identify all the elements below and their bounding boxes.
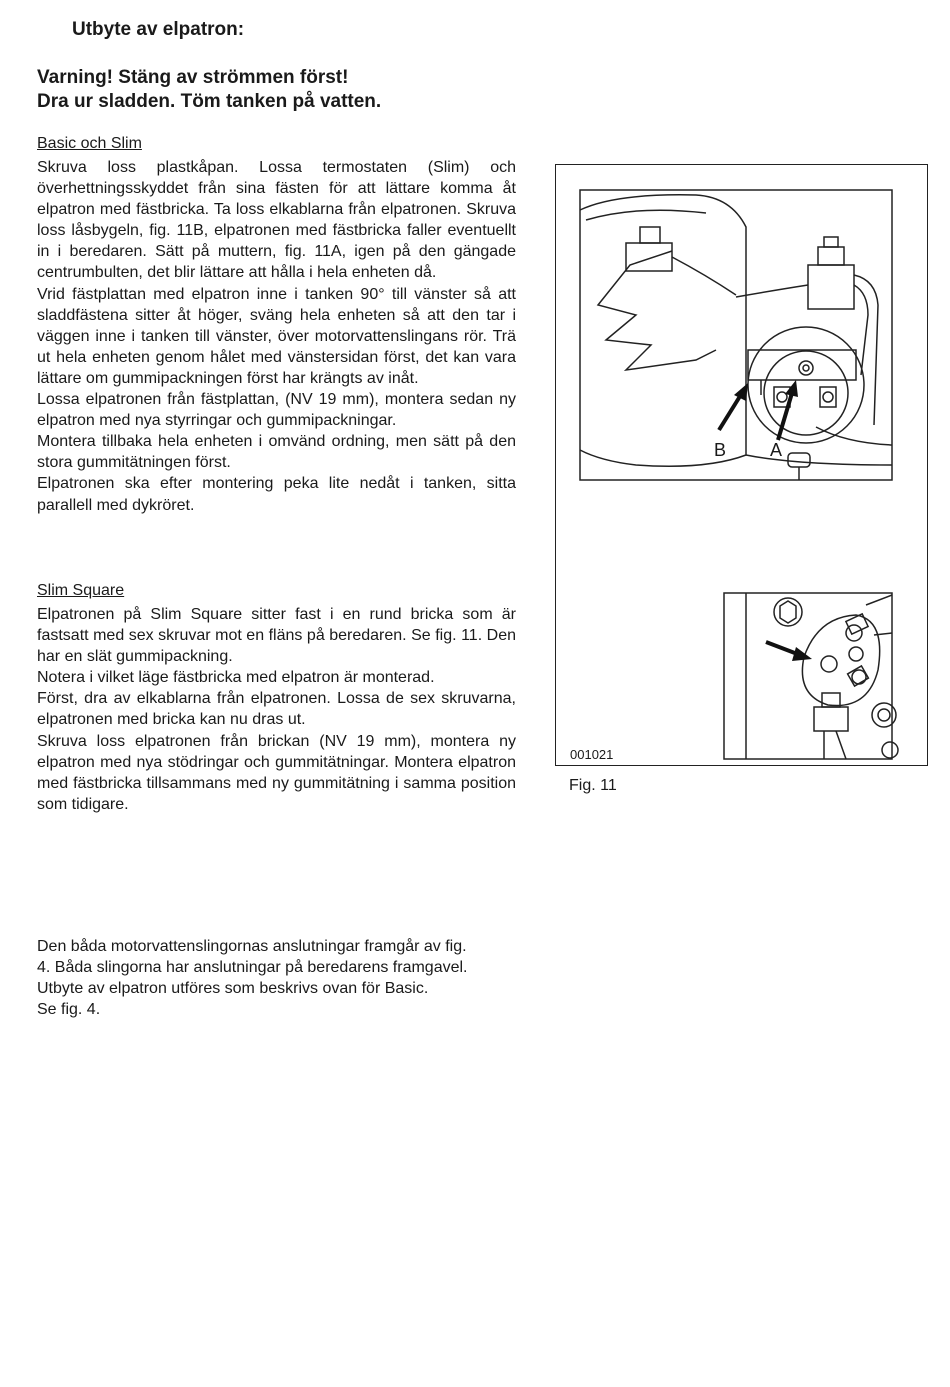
figure-label-b: B [714,440,727,460]
warning-box [37,66,381,114]
text-line: 4. Båda slingorna har anslutningar på beredarens framgavel. [37,959,468,977]
lower-drawing [724,593,898,759]
paragraph: Notera i vilket läge fästbricka med elpatron är monterad. [37,669,435,687]
paragraph: Vrid fästplattan med elpatron inne i tanken 90° till vänster så att sladdfästena sitter åt höger, sväng hela enheten så att den tar i väggen inne i tanken till vänster, över motorvattenslingans rör. Trä ut hela enheten genom hålet med vänstersidan först, det kan vara lättare om gummipackningen först har krängts av inåt. [37,285,516,387]
paragraph: Montera tillbaka hela enheten i omvänd ordning, men sätt på den stora gummitätningen först. [37,433,516,472]
section-title-slim-square: Slim Square [37,582,125,599]
paragraph: Elpatronen ska efter montering peka lite nedåt i tanken, sitta parallell med dykröret. [37,475,516,514]
figure-caption: Fig. 11 [569,777,617,794]
figure-11 [555,164,928,766]
section-slim-square-text [37,604,516,815]
text-line: Utbyte av elpatron utföres som beskrivs ovan för Basic. [37,980,429,998]
paragraph: Elpatronen på Slim Square sitter fast i en rund bricka som är fastsatt med sex skruvar mot en fläns på beredaren. Se fig. 11. Den har en slät gummipackning. [37,606,516,666]
section-title-basic: Basic och Slim [37,135,142,152]
paragraph: Skruva loss plastkåpan. Lossa termostaten (Slim) och överhettningsskyddet från sina fästen för att lättare komma åt elpatron med fästbricka. Ta loss elkablarna från elpatronen. Skruva loss låsbygeln, fig. 11B, elpatronen med fästbricka faller eventuellt in i beredaren. Sätt på muttern, fig. 11A, igen på den gängade centrumbulten, det blir lättare att hålla i hela enheten då. [37,159,516,282]
warning-line-1: Varning! Stäng av strömmen först! [37,67,349,88]
paragraph: Lossa elpatronen från fästplattan, (NV 19 mm), montera sedan ny elpatron med nya styrringar och gummipackningar. [37,391,516,430]
section-basic-text [37,157,516,516]
motor-coil-text [37,936,537,1020]
figure-11-illustration [556,165,927,765]
page-heading: Utbyte av elpatron: [72,19,245,40]
text-line: Se fig. 4. [37,1001,101,1019]
figure-label-a: A [770,440,783,460]
paragraph: Skruva loss elpatronen från brickan (NV 19 mm), montera ny elpatron med nya stödringar och gummitätningar. Montera elpatron med fästbricka tillsammans med ny gummitätning i samma position som tidigare. [37,732,516,813]
figure-code: 001021 [570,747,614,762]
warning-line-2: Dra ur sladden. Töm tanken på vatten. [37,91,382,112]
paragraph: Först, dra av elkablarna från elpatronen. Lossa de sex skruvarna, elpatronen med bricka kan nu dras ut. [37,690,516,729]
text-line: Den båda motorvattenslingornas anslutningar framgår av fig. [37,938,467,955]
upper-drawing [580,190,892,480]
